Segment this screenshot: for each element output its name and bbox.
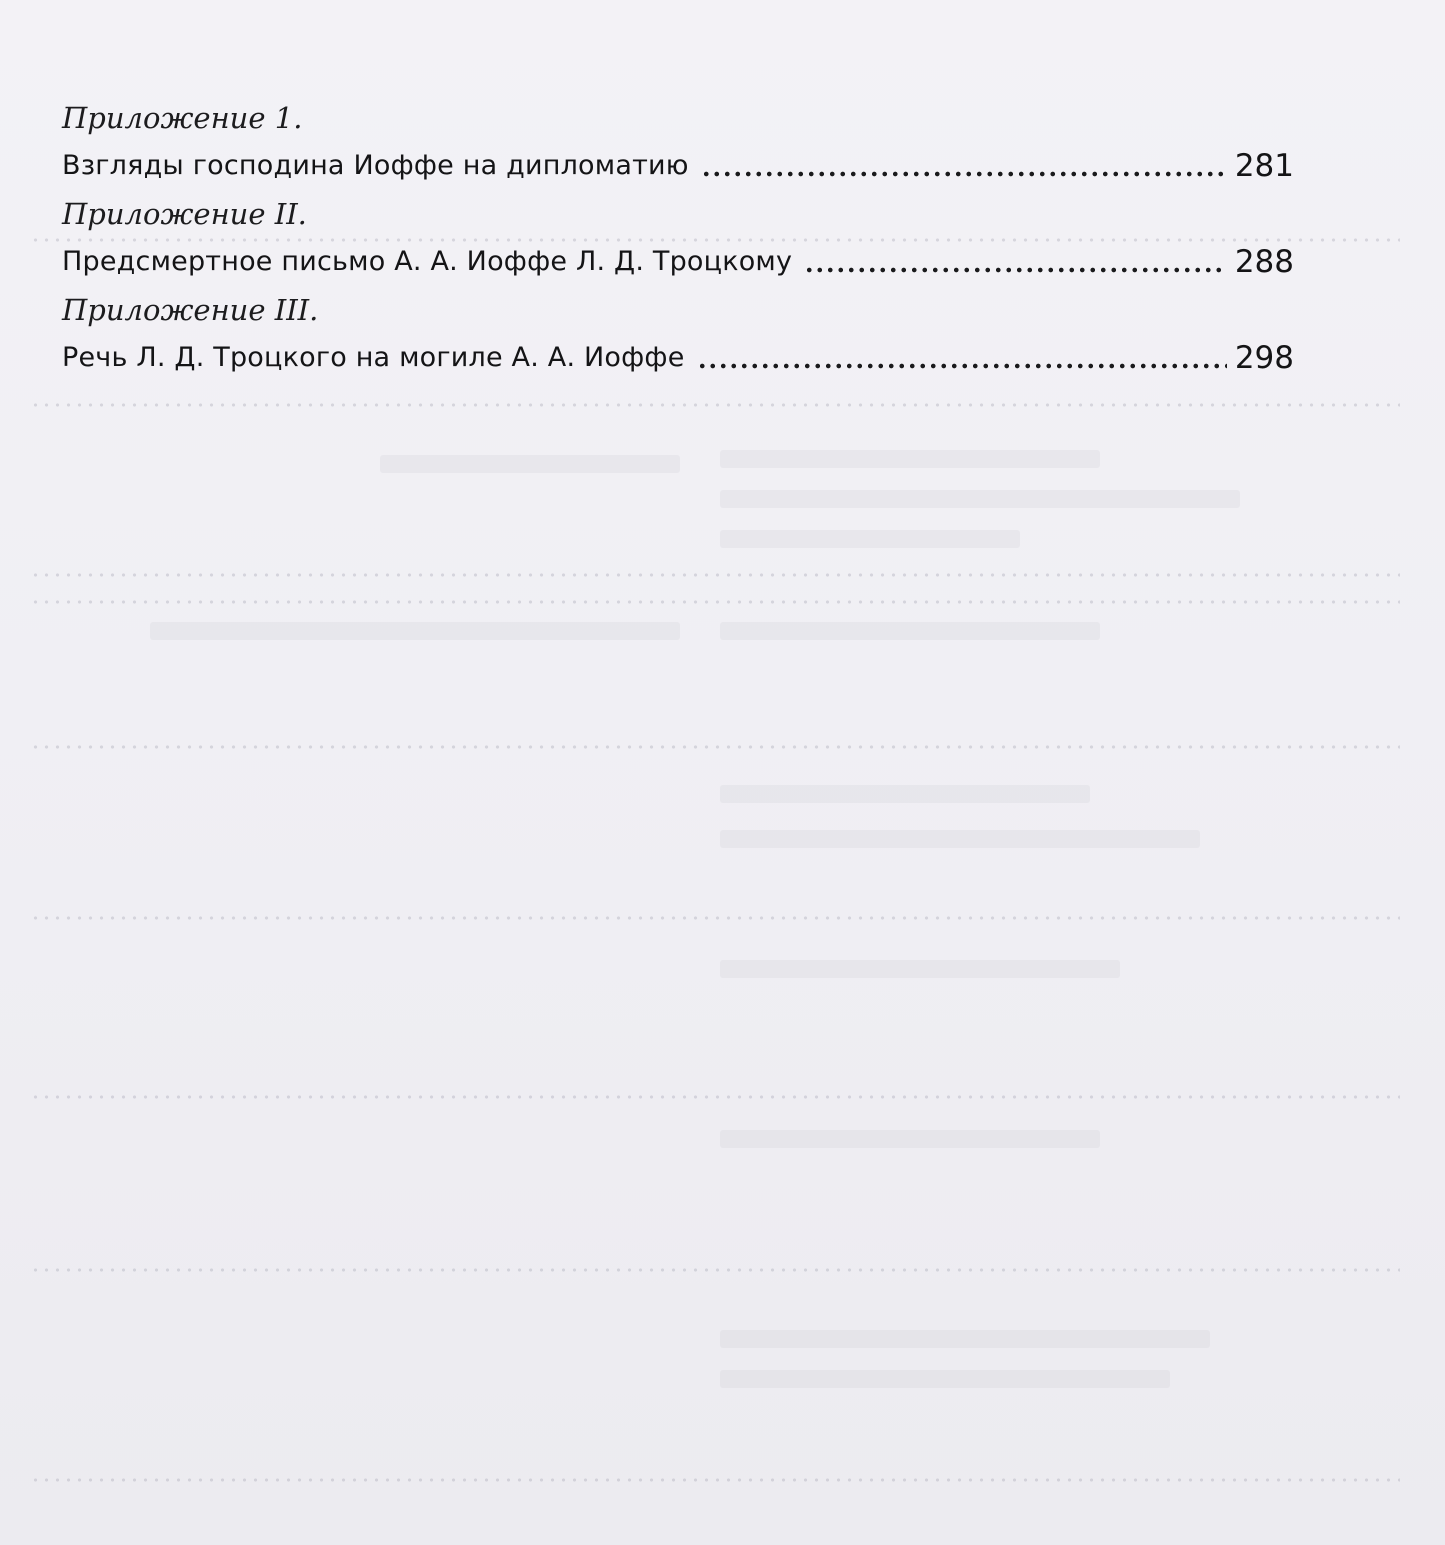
toc-entry-appendix-3[interactable] bbox=[62, 292, 1294, 386]
appendix-label: Приложение II. bbox=[62, 197, 307, 231]
toc-entry-title: Предсмертное письмо А. А. Иоффе Л. Д. Троцкому bbox=[62, 246, 793, 277]
toc-entry-appendix-2[interactable] bbox=[62, 196, 1294, 290]
toc-entry-title: Речь Л. Д. Троцкого на могиле А. А. Иоффе bbox=[62, 342, 685, 373]
toc-entry-title: Взгляды господина Иоффе на дипломатию bbox=[62, 150, 689, 181]
dot-leader bbox=[804, 267, 1227, 273]
toc-page-number: 298 bbox=[1234, 340, 1294, 376]
toc-page-number: 281 bbox=[1234, 148, 1294, 184]
toc-row bbox=[62, 146, 1294, 186]
toc-entry-appendix-1[interactable] bbox=[62, 100, 1294, 194]
dot-leader bbox=[697, 363, 1227, 369]
toc-page-number: 288 bbox=[1234, 244, 1294, 280]
appendix-label: Приложение III. bbox=[62, 293, 319, 327]
toc-row bbox=[62, 338, 1294, 378]
dot-leader bbox=[701, 171, 1227, 177]
toc-row bbox=[62, 242, 1294, 282]
appendix-label: Приложение 1. bbox=[62, 101, 303, 135]
